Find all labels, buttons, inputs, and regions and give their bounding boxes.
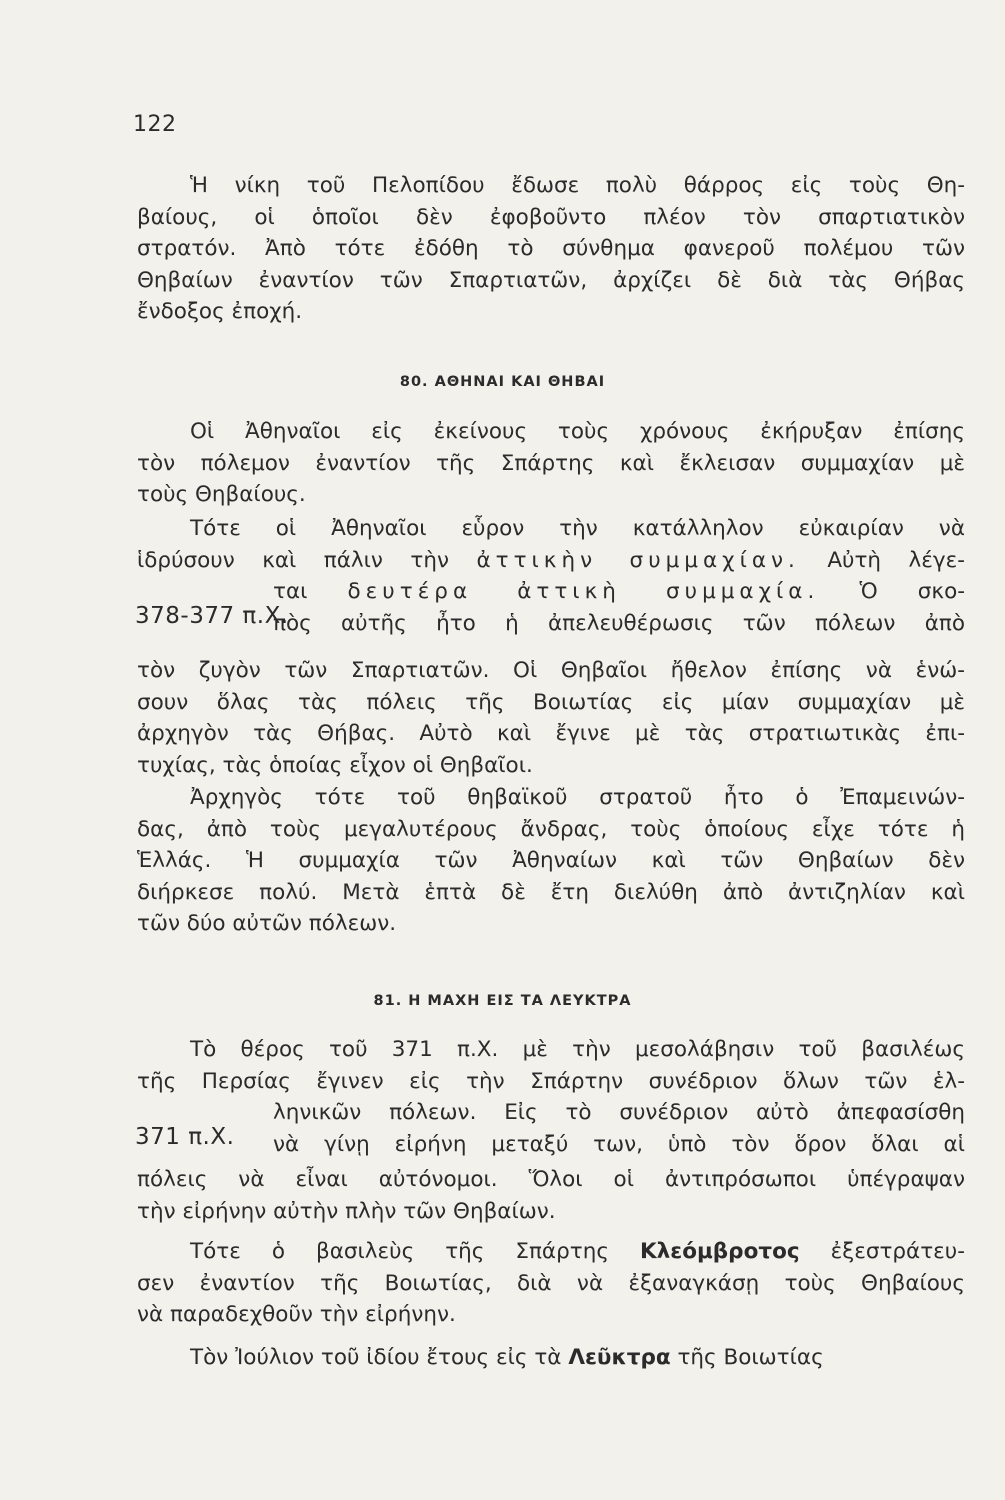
paragraph-7 xyxy=(137,1342,965,1374)
text-line: δας, ἀπὸ τοὺς μεγαλυτέρους ἄνδρας, τοὺς ὁποίους εἶχε τότε ἡ xyxy=(137,816,965,842)
text-line: τῆς Περσίας ἔγινεν εἰς τὴν Σπάρτην συνέδριον ὅλων τῶν ἑλ- xyxy=(137,1068,965,1094)
text-line: πόλεις νὰ εἶναι αὐτόνομοι. Ὅλοι οἱ ἀντιπρόσωποι ὑπέγραψαν xyxy=(137,1167,965,1192)
text-line: Τὸ θέρος τοῦ 371 π.Χ. μὲ τὴν μεσολάβησιν τοῦ βασιλέως xyxy=(190,1037,965,1062)
margin-date: 378-377 π.Χ. xyxy=(135,603,289,629)
text-line: Ἀρχηγὸς τότε τοῦ θηβαϊκοῦ στρατοῦ ἦτο ὁ Ἐπαμεινών- xyxy=(190,785,965,810)
page-number: 122 xyxy=(133,112,177,137)
paragraph-2 xyxy=(137,416,965,511)
text-line: σεν ἐναντίον τῆς Βοιωτίας, διὰ νὰ ἐξαναγκάσῃ τοὺς Θηβαίους xyxy=(137,1270,965,1296)
text-line: πὸς αὐτῆς ἦτο ἡ ἀπελευθέρωσις τῶν πόλεων ἀπὸ xyxy=(273,610,965,636)
paragraph-5 xyxy=(137,1034,965,1097)
text-line: ἔνδοξος ἐποχή. xyxy=(137,299,303,324)
paragraph-3 xyxy=(137,513,965,576)
section-heading-81: 81. Η ΜΑΧΗ ΕΙΣ ΤΑ ΛΕΥΚΤΡΑ xyxy=(373,993,632,1009)
text-span: ται xyxy=(273,579,308,604)
text-line: τοὺς Θηβαίους. xyxy=(137,482,306,507)
text-span: ἐξεστράτευ- xyxy=(830,1239,965,1264)
emphasized-term: ἀττικὴν συμμαχίαν. xyxy=(476,547,800,573)
text-span: Τὸν Ἰούλιον τοῦ ἰδίου ἔτους εἰς τὰ xyxy=(190,1345,562,1370)
paragraph-3-rest xyxy=(137,655,965,781)
text-line xyxy=(137,1236,965,1268)
section-heading-80: 80. ΑΘΗΝΑΙ ΚΑΙ ΘΗΒΑΙ xyxy=(399,374,606,390)
text-line: τὸν πόλεμον ἐναντίον τῆς Σπάρτης καὶ ἔκλεισαν συμμαχίαν μὲ xyxy=(137,450,965,476)
text-line: ἀρχηγὸν τὰς Θήβας. Αὐτὸ καὶ ἔγινε μὲ τὰς στρατιωτικὰς ἐπι- xyxy=(137,721,965,746)
text-span: Αὐτὴ λέγε- xyxy=(827,547,965,573)
paragraph-1 xyxy=(137,170,965,328)
text-span: τῆς Βοιωτίας xyxy=(677,1345,824,1370)
text-line xyxy=(137,545,965,577)
margin-date: 371 π.Χ. xyxy=(135,1124,235,1150)
bold-name: Κλεόμβροτος xyxy=(639,1239,800,1264)
paragraph-5-narrow xyxy=(273,1097,965,1160)
paragraph-5-rest xyxy=(137,1164,965,1227)
text-line: σουν ὅλας τὰς πόλεις τῆς Βοιωτίας εἰς μίαν συμμαχίαν μὲ xyxy=(137,689,965,715)
paragraph-4 xyxy=(137,782,965,940)
text-line: Οἱ Ἀθηναῖοι εἰς ἐκείνους τοὺς χρόνους ἐκήρυξαν ἐπίσης xyxy=(190,419,965,444)
text-line: ληνικῶν πόλεων. Εἰς τὸ συνέδριον αὐτὸ ἀπεφασίσθη xyxy=(273,1100,965,1125)
text-line: Θηβαίων ἐναντίον τῶν Σπαρτιατῶν, ἀρχίζει δὲ διὰ τὰς Θήβας xyxy=(137,267,965,293)
text-line: τὴν εἰρήνην αὐτὴν πλὴν τῶν Θηβαίων. xyxy=(137,1198,556,1224)
text-span: Ὁ σκο- xyxy=(859,579,966,604)
paragraph-3-narrow xyxy=(273,576,965,639)
text-line: στρατόν. Ἀπὸ τότε ἐδόθη τὸ σύνθημα φανεροῦ πολέμου τῶν xyxy=(137,236,965,261)
text-line: Ἡ νίκη τοῦ Πελοπίδου ἔδωσε πολὺ θάρρος εἰς τοὺς Θη- xyxy=(190,173,965,198)
text-line xyxy=(137,1342,965,1374)
bold-place: Λεῦκτρα xyxy=(568,1345,671,1370)
text-span: ἱδρύσουν καὶ πάλιν τὴν xyxy=(137,547,449,573)
emphasized-term: δευτέρα ἀττικὴ συμμαχία. xyxy=(347,579,820,604)
text-line: νὰ γίνῃ εἰρήνη μεταξύ των, ὑπὸ τὸν ὅρον ὅλαι αἱ xyxy=(273,1131,965,1157)
paragraph-6 xyxy=(137,1236,965,1331)
text-line: νὰ παραδεχθοῦν τὴν εἰρήνην. xyxy=(137,1302,456,1327)
text-span: Τότε ὁ βασιλεὺς τῆς Σπάρτης xyxy=(190,1239,609,1264)
text-line: τῶν δύο αὐτῶν πόλεων. xyxy=(137,911,397,936)
text-line: Ἑλλάς. Ἡ συμμαχία τῶν Ἀθηναίων καὶ τῶν Θηβαίων δὲν xyxy=(137,848,965,873)
text-line xyxy=(273,576,965,608)
text-line: βαίους, οἱ ὁποῖοι δὲν ἐφοβοῦντο πλέον τὸν σπαρτιατικὸν xyxy=(137,204,965,230)
text-line: τὸν ζυγὸν τῶν Σπαρτιατῶν. Οἱ Θηβαῖοι ἤθελον ἐπίσης νὰ ἑνώ- xyxy=(137,658,965,683)
text-line: τυχίας, τὰς ὁποίας εἶχον οἱ Θηβαῖοι. xyxy=(137,752,533,778)
text-line: Τότε οἱ Ἀθηναῖοι εὗρον τὴν κατάλληλον εὐκαιρίαν νὰ xyxy=(190,516,965,541)
text-line: διήρκεσε πολύ. Μετὰ ἑπτὰ δὲ ἔτη διελύθη ἀπὸ ἀντιζηλίαν καὶ xyxy=(137,879,965,905)
